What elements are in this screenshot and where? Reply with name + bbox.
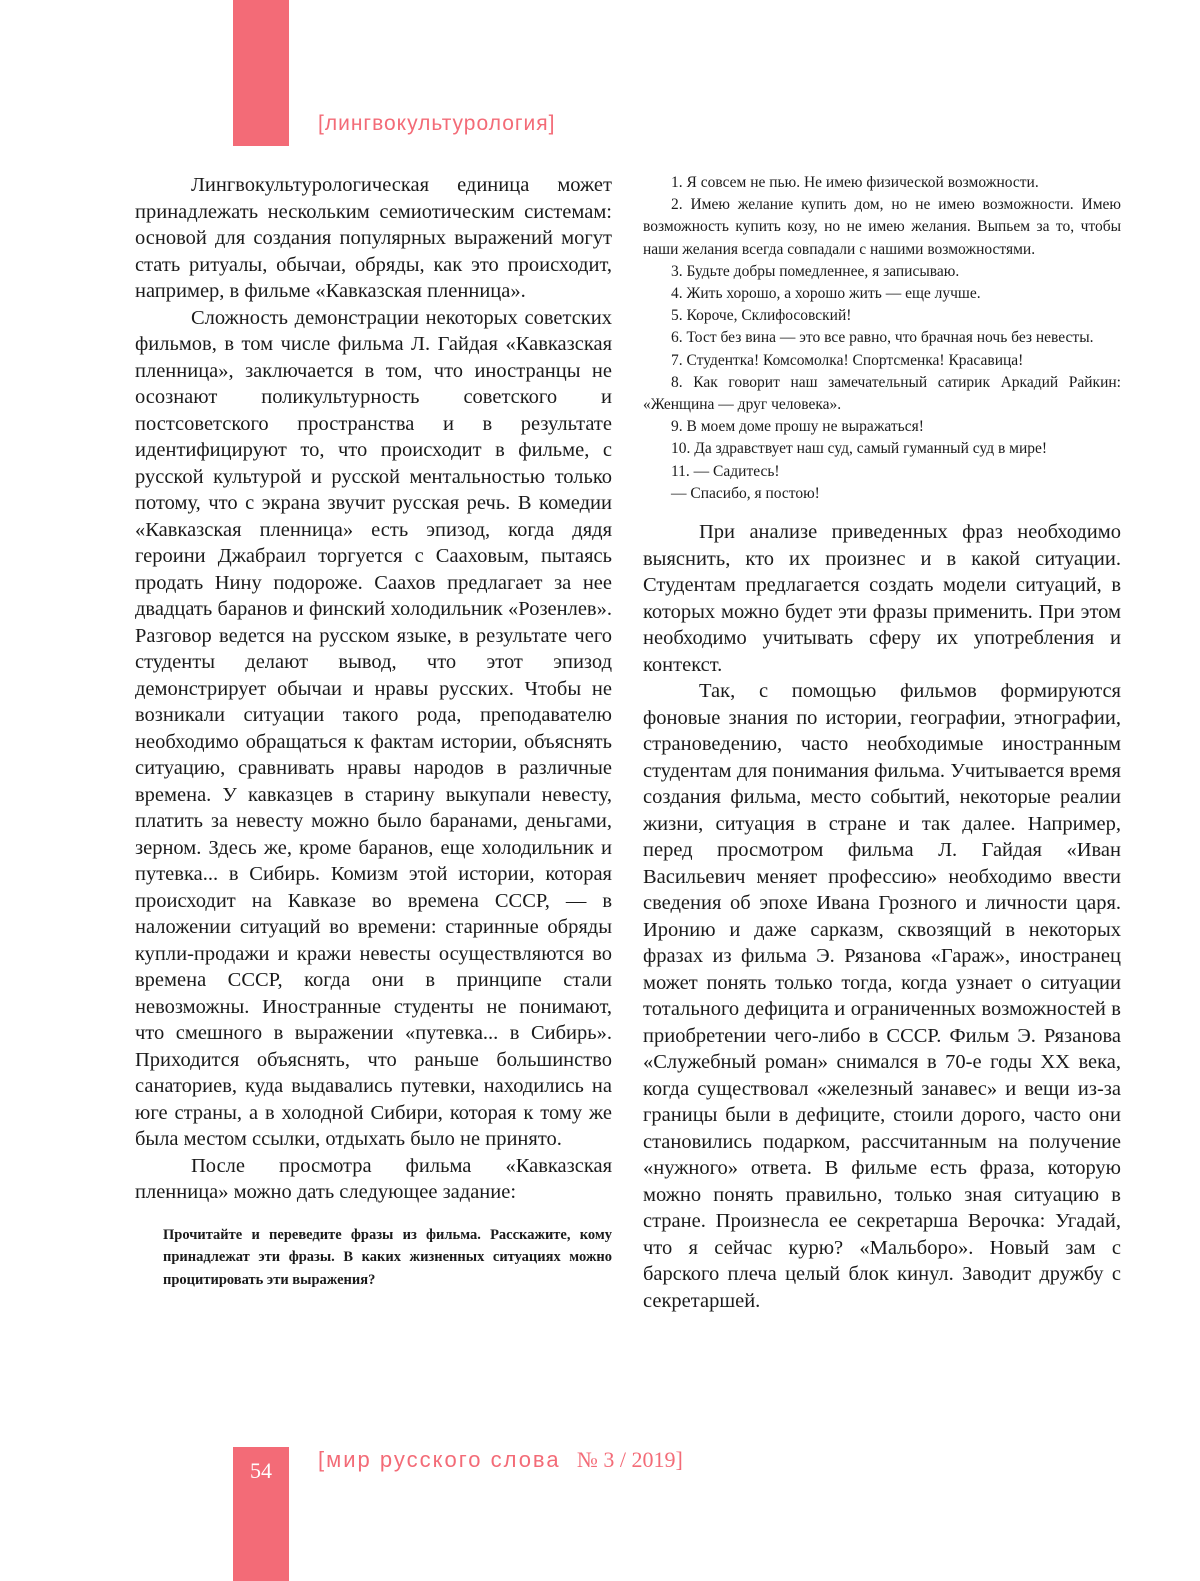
right-column	[643, 172, 1121, 1314]
paragraph: После просмотра фильма «Кавказская пленница» можно дать следующее задание:	[135, 1154, 612, 1203]
page-number: 54	[250, 1458, 272, 1483]
paragraph: При анализе приведенных фраз необходимо выяснить, кто их произнес и в какой ситуации. Студентам предлагается создать модели ситуаций, в которых можно будет эти фразы применить. При этом необходимо учитывать сферу их употребления и контекст.	[643, 521, 1121, 676]
quote-item: 6. Тост без вина — это все равно, что брачная ночь без невесты.	[671, 329, 1094, 347]
quote-item: 10. Да здравствует наш суд, самый гуманный суд в мире!	[671, 440, 1048, 458]
quote-item: 9. В моем доме прошу не выражаться!	[671, 418, 924, 436]
task-instructions: Прочитайте и переведите фразы из фильма. Расскажите, кому принадлежат эти фразы. В каких жизненных ситуациях можно процитировать эти выражения?	[163, 1226, 612, 1288]
issue-number: № 3 / 2019]	[576, 1447, 683, 1472]
quote-item: 8. Как говорит наш замечательный сатирик Аркадий Райкин: «Женщина — друг человека».	[643, 373, 1121, 414]
quote-item: 5. Короче, Склифосовский!	[671, 307, 852, 325]
quote-item: 3. Будьте добры помедленнее, я записываю.	[671, 262, 960, 280]
top-accent-bar	[233, 0, 289, 146]
quote-item: 1. Я совсем не пью. Не имею физической возможности.	[671, 174, 1039, 191]
left-column	[135, 172, 612, 1291]
quote-item: 2. Имею желание купить дом, но не имею возможности. Имею возможность купить козу, но не имею желания. Выпьем за то, чтобы наши желания всегда совпадали с нашими возможностями.	[643, 196, 1121, 258]
paragraph: Сложность демонстрации некоторых советских фильмов, в том числе фильма Л. Гайдая «Кавказская пленница», заключается в том, что иностранцы не осознают поликультурность советского и постсоветского пространства и в результате идентифицируют то, что происходит в фильме, с русской культурой и русской ментальностью только потому, что с экрана звучит русская речь. В комедии «Кавказская пленница» есть эпизод, когда дядя героини Джабраил торгуется с Сааховым, пытаясь продать Нину подороже. Саахов предлагает за нее двадцать баранов и финский холодильник «Розенлев». Разговор ведется на русском языке, в результате чего студенты делают вывод, что этот эпизод демонстрирует обычаи и нравы русских. Чтобы не возникали ситуации такого рода, преподавателю необходимо обращаться к фактам истории, объяснять ситуацию, сравнивать нравы народов в различные времена. У кавказцев в старину выкупали невесту, платить за невесту можно было баранами, деньгами, зерном. Здесь же, кроме баранов, еще холодильник и путевка... в Сибирь. Комизм этой истории, которая происходит на Кавказе во времена СССР, — в наложении ситуаций во времени: старинные обряды купли-продажи и кражи невесты осуществляются во времена СССР, когда они в принципе стали невозможны. Иностранные студенты не понимают, что смешного в выражении «путевка... в Сибирь». Приходится объяснять, что раньше большинство санаториев, куда выдавались путевки, находились на юге страны, а в холодной Сибири, которая к тому же была местом ссылки, отдыхать было не принято.	[135, 306, 612, 1150]
journal-footer	[318, 1447, 683, 1473]
paragraph: Лингвокультурологическая единица может принадлежать нескольким семиотическим системам: основой для создания популярных выражений могут стать ритуалы, обычаи, обряды, как это происходит, например, в фильме «Кавказская пленница».	[135, 174, 612, 302]
film-quotes-list	[643, 172, 1121, 505]
section-title: [лингвокультурология]	[318, 112, 556, 135]
quote-item: — Спасибо, я постою!	[671, 484, 820, 502]
paragraph: Так, с помощью фильмов формируются фоновые знания по истории, географии, этнографии, страноведению, часто необходимые иностранным студентам для понимания фильма. Учитывается время создания фильма, место событий, некоторые реалии жизни, ситуация в стране и так далее. Например, перед просмотром фильма Л. Гайдая «Иван Васильевич меняет профессию» необходимо ввести сведения об эпохе Ивана Грозного и личности царя. Иронию и даже сарказм, сквозящий в некоторых фразах из фильма Э. Рязанова «Гараж», иностранец может понять только тогда, когда узнает о ситуации тотального дефицита и ограниченных возможностей в приобретении чего-либо в СССР. Фильм Э. Рязанова «Служебный роман» снимался в 70-е годы XX века, когда существовал «железный занавес» и вещи из-за границы были в дефиците, стоили дорого, часто они становились подарком, рассчитанным на получение «нужного» ответа. В фильме есть фраза, которую можно понять правильно, только зная ситуацию в стране. Произнесла ее секретарша Верочка: Угадай, что я сейчас курю? «Мальборо». Новый зам с барского плеча целый блок кинул. Заводит дружбу с секретаршей.	[643, 680, 1121, 1312]
journal-name: [мир русского слова	[318, 1447, 561, 1472]
quote-item: 11. — Садитесь!	[671, 462, 780, 480]
quote-item: 4. Жить хорошо, а хорошо жить — еще лучше.	[671, 285, 981, 303]
quote-item: 7. Студентка! Комсомолка! Спортсменка! Красавица!	[671, 351, 1024, 369]
